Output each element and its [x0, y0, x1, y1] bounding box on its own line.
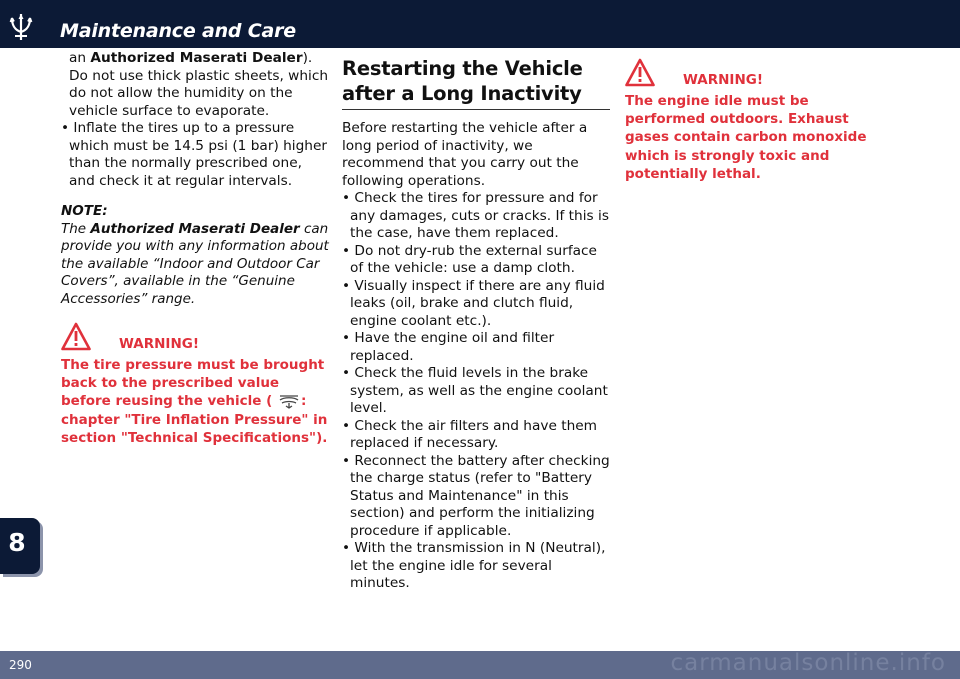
- page-header-title: Maintenance and Care: [60, 20, 296, 42]
- dealer-bold-text: Authorized Maserati Dealer: [90, 220, 300, 237]
- warning-text: The engine idle must be performed outdoors. Exhaust gases contain carbon monoxide which is strongly toxic and potentially lethal.: [625, 93, 867, 182]
- text-fragment: The: [61, 220, 91, 237]
- chapter-tab: [0, 518, 40, 574]
- text-fragment: The tire pressure must be brought back to the prescribed value before reusing the vehicle (: [61, 357, 325, 410]
- note-body: [61, 221, 331, 309]
- text-fragment: ). Do not use thick plastic sheets, which do not allow the humidity on the vehicle surface to evaporate.: [69, 50, 329, 119]
- warning-header: [625, 58, 885, 92]
- dealer-bold-text: Authorized Maserati Dealer: [90, 50, 303, 66]
- column-3: [625, 50, 885, 183]
- text-fragment: an: [69, 50, 91, 66]
- warning-triangle-icon: [61, 322, 91, 352]
- warning-label: WARNING!: [119, 336, 199, 352]
- column-1: [61, 50, 331, 447]
- list-item: • Have the engine oil and filter replaced.: [342, 330, 555, 364]
- intro-paragraph: Before restarting the vehicle after a long period of inactivity, we recommend that you carry out the following operations.: [342, 120, 588, 189]
- list-item: • Inflate the tires up to a pressure which must be 14.5 psi (1 bar) higher than the normally prescribed one, and check it at regular intervals.: [61, 120, 328, 189]
- warning-header: [61, 322, 331, 356]
- list-item: • Reconnect the battery after checking the charge status (refer to "Battery Status and Maintenance" in this section) and perform the initializing procedure if applicable.: [342, 452, 610, 539]
- warning-triangle-icon: [625, 58, 655, 88]
- tire-specs-icon: [277, 393, 301, 409]
- list-item: • Do not dry-rub the external surface of the vehicle: use a damp cloth.: [342, 242, 597, 276]
- continued-paragraph: [61, 50, 331, 120]
- footer-bar: [0, 651, 960, 679]
- warning-label: WARNING!: [683, 72, 763, 88]
- list-item: • Check the fluid levels in the brake system, as well as the engine coolant level.: [342, 365, 608, 416]
- list-item: • With the transmission in N (Neutral), let the engine idle for several minutes.: [342, 540, 606, 591]
- page-number: 290: [9, 658, 32, 672]
- section-heading: Restarting the Vehicle after a Long Inactivity: [342, 56, 610, 110]
- trident-logo-icon: [6, 12, 36, 42]
- list-item: • Check the air filters and have them replaced if necessary.: [342, 417, 598, 451]
- text-fragment: can provide you with any information about the available “Indoor and Outdoor Car Covers”, available in the “Genuine Accessories” range.: [61, 220, 329, 307]
- header-bar: [0, 0, 960, 48]
- note-label: NOTE:: [61, 203, 108, 219]
- column-2: [342, 50, 610, 593]
- chapter-number: 8: [8, 528, 26, 557]
- list-item: • Check the tires for pressure and for any damages, cuts or cracks. If this is the case, have them replaced.: [342, 190, 609, 241]
- list-item: • Visually inspect if there are any fluid leaks (oil, brake and clutch fluid, engine coolant etc.).: [342, 277, 605, 329]
- warning-text: [61, 356, 331, 447]
- text-fragment: : chapter "Tire Inflation Pressure" in section "Technical Specifications").: [61, 393, 328, 446]
- watermark: carmanualsonline.info: [670, 650, 946, 676]
